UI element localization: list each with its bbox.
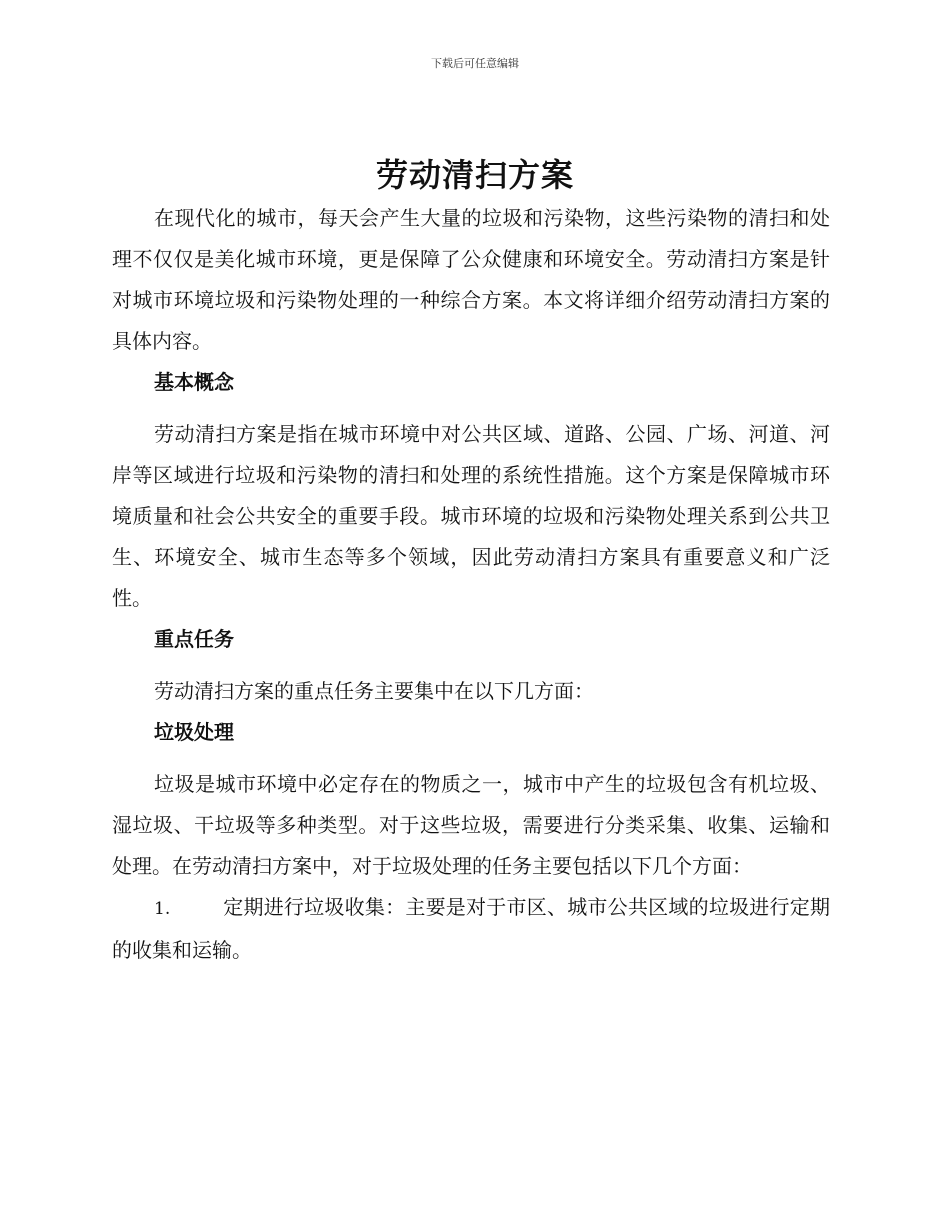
- list-item: [112, 887, 830, 971]
- section-paragraph-key-tasks: 劳动清扫方案的重点任务主要集中在以下几方面：: [154, 679, 594, 703]
- header-note: 下载后可任意编辑: [431, 57, 519, 70]
- section-paragraph-garbage-handling: 垃圾是城市环境中必定存在的物质之一，城市中产生的垃圾包含有机垃圾、湿垃圾、干垃圾等多种类型。对于这些垃圾，需要进行分类采集、收集、运输和处理。在劳动清扫方案中，对于垃圾处理的任务主要包括以下几个方面：: [112, 772, 830, 878]
- intro-paragraph: 在现代化的城市，每天会产生大量的垃圾和污染物，这些污染物的清扫和处理不仅仅是美化城市环境，更是保障了公众健康和环境安全。劳动清扫方案是针对城市环境垃圾和污染物处理的一种综合方案。本文将详细介绍劳动清扫方案的具体内容。: [112, 206, 830, 353]
- list-item-number: 1.: [154, 899, 171, 919]
- section-heading-key-tasks: 重点任务: [154, 627, 234, 651]
- document-title: 劳动清扫方案: [375, 156, 574, 194]
- section-heading-garbage-handling: 垃圾处理: [154, 720, 234, 744]
- section-heading-basic-concept: 基本概念: [154, 370, 234, 394]
- list-item-text: 定期进行垃圾收集：主要是对于市区、城市公共区域的垃圾进行定期的收集和运输。: [112, 895, 830, 962]
- document-body: [112, 198, 830, 971]
- section-paragraph-basic-concept: 劳动清扫方案是指在城市环境中对公共区域、道路、公园、广场、河道、河岸等区域进行垃圾和污染物的清扫和处理的系统性措施。这个方案是保障城市环境质量和社会公共安全的重要手段。城市环境的垃圾和污染物处理关系到公共卫生、环境安全、城市生态等多个领域，因此劳动清扫方案具有重要意义和广泛性。: [112, 422, 830, 610]
